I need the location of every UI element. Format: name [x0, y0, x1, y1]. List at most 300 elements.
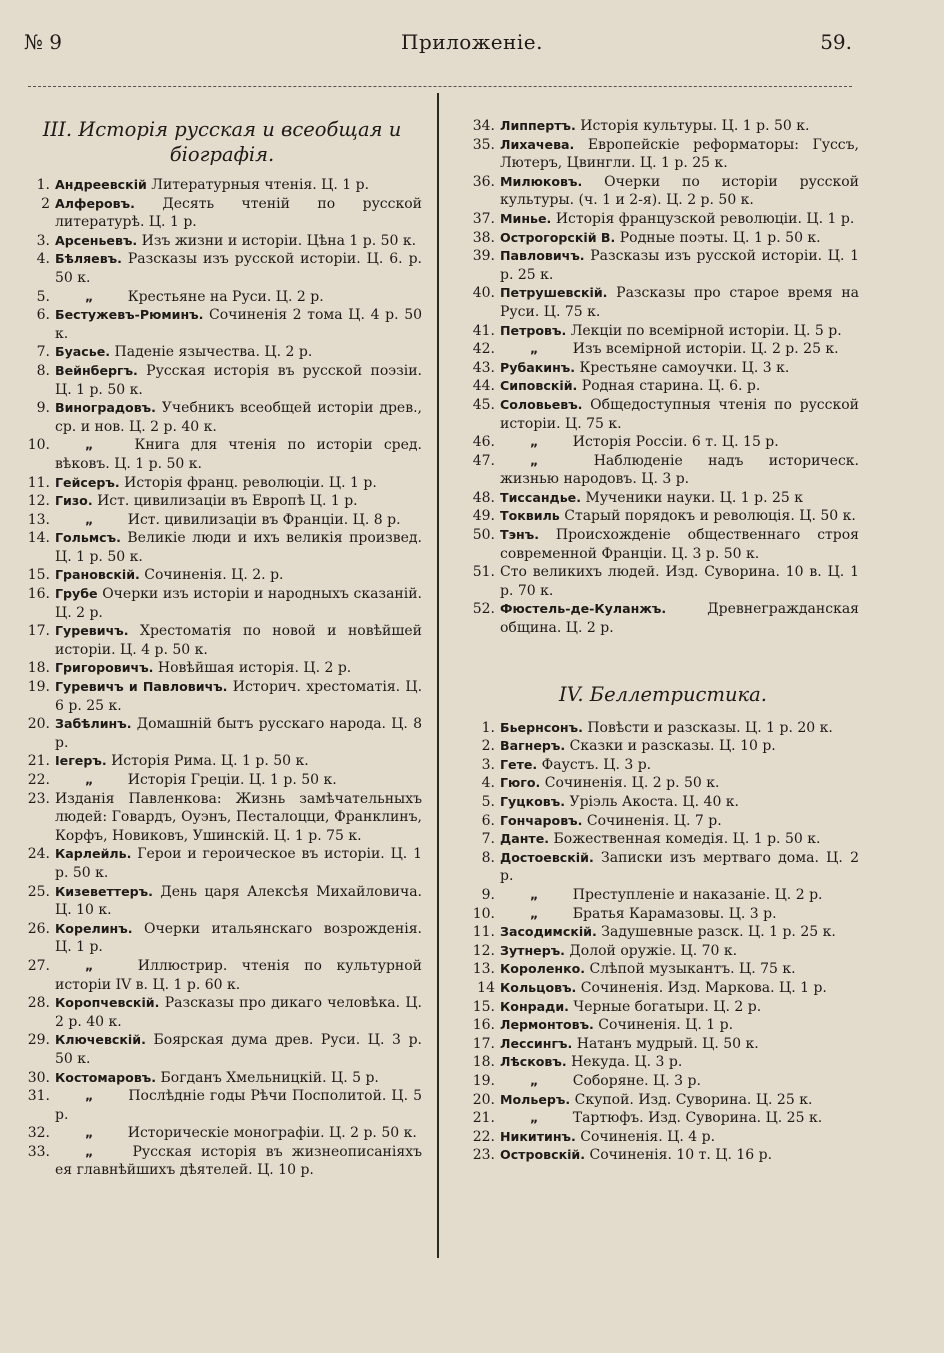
entry-body — [55, 288, 422, 307]
entry-title: Долой оружіе. Ц. 70 к. — [569, 942, 738, 959]
entry-title: Изъ всемірной исторіи. Ц. 2 р. 25 к. — [572, 341, 839, 358]
entry-author: Гюго. — [500, 775, 541, 791]
entry-author: Лессингъ. — [500, 1035, 573, 1051]
page-number: 59. — [820, 30, 852, 54]
entry — [467, 229, 859, 248]
entry-body — [500, 942, 859, 961]
entry-title: Историческіе монографіи. Ц. 2 р. 50 к. — [127, 1125, 417, 1142]
entry-body — [55, 920, 422, 957]
entry-body — [55, 1087, 422, 1124]
entry-author: „ — [530, 1110, 539, 1126]
entry-number: 17. — [27, 623, 50, 640]
entry-author: Гуревичъ и Павловичъ. — [55, 679, 228, 695]
entry-number: 43. — [472, 359, 495, 376]
entry-author: Лихачева. — [500, 136, 575, 152]
entry-title: Историч. хрестоматія. Ц. 6 р. 25 к. — [55, 679, 423, 714]
entry — [467, 812, 859, 831]
entry-title: Сто великихъ людей. Изд. Суворина. 10 в. Ц. 1 р. 70 к. — [500, 564, 859, 599]
entry — [467, 830, 859, 849]
entry — [22, 436, 422, 473]
entry-number: 6. — [36, 307, 50, 324]
entry-author: „ — [85, 957, 94, 973]
entry-author: Бестужевъ-Рюминъ. — [55, 307, 204, 323]
entry-number: 28. — [27, 995, 50, 1012]
entry-title: Сочиненія. Изд. Маркова. Ц. 1 р. — [580, 979, 827, 996]
entry-number: 17. — [472, 1035, 495, 1052]
entry — [22, 994, 422, 1031]
entry-body — [55, 994, 422, 1031]
entry — [467, 1016, 859, 1035]
entry-body — [500, 173, 859, 210]
entry — [467, 526, 859, 563]
entry-author: Кизеветтеръ. — [55, 883, 153, 899]
entry-author: „ — [530, 434, 539, 450]
entry-number: 16. — [472, 1017, 495, 1034]
entry-author: Конради. — [500, 998, 569, 1014]
entry-author: Зутнеръ. — [500, 942, 565, 958]
entry-number: 14 — [477, 979, 495, 996]
entry-author: Коропчевскій. — [55, 995, 160, 1011]
entry-author: „ — [85, 772, 94, 787]
entry-title: Герои и героическое въ исторіи. Ц. 1 р. 50 к. — [55, 846, 422, 881]
entry-author: Андреевскій — [55, 177, 147, 192]
entry-body — [500, 1128, 859, 1147]
entry-author: Данте. — [500, 831, 550, 847]
entry-number: 23. — [472, 1147, 495, 1164]
entry-body — [500, 377, 859, 396]
entry-author: Буасье. — [55, 344, 111, 360]
entry — [467, 136, 859, 173]
entry — [22, 511, 422, 530]
entry-author: Гейсеръ. — [55, 474, 120, 490]
entry-number: 15. — [472, 998, 495, 1015]
entry-title: Записки изъ мертваго дома. Ц. 2 р. — [500, 849, 859, 885]
entry-body — [500, 136, 859, 173]
entry-number: 27. — [27, 957, 50, 974]
entry-number: 10. — [472, 905, 495, 922]
entry-author: Лѣсковъ. — [500, 1054, 567, 1070]
entry-author: Бѣляевъ. — [55, 251, 122, 267]
entry-number: 30. — [27, 1069, 50, 1086]
entry-body — [500, 322, 859, 341]
entry — [467, 923, 859, 942]
entry — [467, 737, 859, 756]
entry — [467, 247, 859, 284]
entry-body — [500, 1053, 859, 1072]
entry-title: Родные поэты. Ц. 1 р. 50 к. — [619, 229, 821, 246]
entry-author: Липпертъ. — [500, 118, 576, 133]
entry-number: 51. — [472, 564, 495, 581]
entry-author: Кольцовъ. — [500, 979, 577, 995]
entry-body — [500, 812, 859, 831]
entry-number: 8. — [36, 362, 50, 379]
entry — [467, 284, 859, 321]
entry-body — [500, 563, 859, 600]
entry-author: „ — [530, 905, 539, 921]
entry-title: Натанъ мудрый. Ц. 50 к. — [576, 1035, 759, 1052]
entry-title: Исторія Россіи. 6 т. Ц. 15 р. — [572, 434, 779, 451]
entry-author: Милюковъ. — [500, 173, 583, 189]
entry-author: „ — [530, 1072, 539, 1088]
entry-number: 25. — [27, 883, 50, 900]
entry — [467, 793, 859, 812]
entry-number: 4. — [481, 775, 495, 792]
entry-number: 48. — [472, 489, 495, 506]
entry-number: 3. — [481, 756, 495, 773]
entry-number: 44. — [472, 378, 495, 395]
entry-author: Сиповскій. — [500, 378, 578, 394]
entry-author: Мольеръ. — [500, 1091, 571, 1107]
entry-body — [500, 774, 859, 793]
entry-title: Домашній бытъ русскаго народа. Ц. 8 р. — [55, 716, 422, 751]
entry-body — [500, 247, 859, 284]
entry — [22, 250, 422, 287]
entry-body — [500, 719, 859, 738]
entry-author: Карлейль. — [55, 846, 132, 862]
entry-body — [500, 340, 859, 359]
entry-number: 35. — [472, 136, 495, 153]
entry-body — [500, 793, 859, 812]
entry — [467, 396, 859, 433]
entry-title: Иллюстрир. чтенія по культурной исторіи IV в. Ц. 1 р. 60 к. — [55, 957, 422, 993]
entry-body — [55, 1143, 422, 1180]
entry-author: Островскій. — [500, 1147, 586, 1163]
entry-number: 12. — [472, 942, 495, 959]
entry-number: 9. — [481, 886, 495, 903]
entry-number: 37. — [472, 210, 495, 227]
entry-author: „ — [85, 1088, 94, 1104]
section-3-title: III. Исторія русская и всеобщая и біографія. — [42, 118, 402, 166]
entry-body — [55, 343, 422, 362]
entry — [467, 340, 859, 359]
column-divider — [437, 93, 439, 1258]
entry — [22, 1031, 422, 1068]
entry-author: Павловичъ. — [500, 248, 585, 264]
entry-title: Разсказы изъ русской исторіи. Ц. 6. р. 50 к. — [55, 251, 422, 286]
entry — [467, 756, 859, 775]
entry-title: Крестьяне самоучки. Ц. 3 к. — [579, 359, 790, 376]
entry-author: Минье. — [500, 210, 552, 226]
entry — [22, 678, 422, 715]
entry-title: Паденіе язычества. Ц. 2 р. — [114, 344, 313, 361]
entry-body — [500, 600, 859, 637]
entry-title: Ист. цивилизаціи въ Европѣ Ц. 1 р. — [97, 493, 358, 510]
entry-author: „ — [85, 1143, 94, 1159]
entry — [467, 452, 859, 489]
entry-title: Слѣпой музыкантъ. Ц. 75 к. — [589, 961, 796, 978]
entry — [467, 433, 859, 452]
entry-number: 49. — [472, 508, 495, 525]
entry-body — [500, 1109, 859, 1128]
entry-body — [55, 659, 422, 678]
entry-body — [55, 474, 422, 493]
entry-body — [55, 883, 422, 920]
entry-body — [500, 284, 859, 321]
entry-body — [55, 752, 422, 771]
section-4-list — [467, 719, 859, 1165]
entry — [22, 474, 422, 493]
entry — [22, 232, 422, 251]
entry — [467, 489, 859, 508]
entry — [22, 715, 422, 752]
running-title: Приложеніе. — [401, 30, 543, 54]
entry — [467, 998, 859, 1017]
entry — [22, 362, 422, 399]
entry-author: Тэнъ. — [500, 527, 540, 543]
entry-author: Григоровичъ. — [55, 660, 154, 676]
entry-title: Сочиненія. Ц. 2. р. — [144, 567, 284, 584]
entry-body — [500, 960, 859, 979]
entry-title: Соборяне. Ц. 3 р. — [572, 1072, 701, 1089]
entry-body — [55, 306, 422, 343]
entry-title: Русская исторія въ русской поэзіи. Ц. 1 р. 50 к. — [55, 362, 422, 398]
entry-number: 4. — [36, 251, 50, 268]
entry-number: 33. — [27, 1143, 50, 1160]
issue-number: № 9 — [24, 30, 63, 54]
entry-number: 21. — [27, 753, 50, 770]
entry — [22, 492, 422, 511]
entry-body — [500, 737, 859, 756]
entry-number: 15. — [27, 567, 50, 584]
section-4-title: IV. Беллетристика. — [559, 682, 767, 706]
entry-body — [500, 979, 859, 998]
entry-author: Грубе — [55, 586, 98, 602]
entry — [22, 920, 422, 957]
entry — [467, 1072, 859, 1091]
entry-title: Русская исторія въ жизнеописаніяхъ ея главнѣйшихъ дѣятелей. Ц. 10 р. — [55, 1143, 422, 1179]
entry-body — [500, 433, 859, 452]
section-3-list-right — [467, 117, 859, 638]
entry-body — [500, 998, 859, 1017]
entry — [467, 563, 859, 600]
entry-body — [500, 1072, 859, 1091]
entry-body — [500, 526, 859, 563]
entry-author: „ — [530, 341, 539, 357]
entry-title: Братья Карамазовы. Ц. 3 р. — [572, 905, 777, 922]
entry-number: 2. — [481, 738, 495, 755]
entry-title: Скупой. Изд. Суворина. Ц. 25 к. — [574, 1091, 813, 1108]
entry — [467, 322, 859, 341]
entry-author: „ — [530, 452, 539, 468]
left-column — [22, 117, 422, 1180]
entry-author: Фюстель-де-Куланжъ. — [500, 601, 667, 617]
entry-number: 20. — [472, 1091, 495, 1108]
entry-body — [55, 622, 422, 659]
right-column — [467, 117, 859, 1165]
entry — [22, 845, 422, 882]
entry-author: Засодимскій. — [500, 924, 597, 940]
entry-author: Гете. — [500, 756, 538, 772]
entry-number: 52. — [472, 601, 495, 618]
entry — [467, 1035, 859, 1054]
entry — [467, 849, 859, 886]
entry-number: 32. — [27, 1125, 50, 1142]
entry-title: Сочиненія 2 тома Ц. 4 р. 50 к. — [55, 307, 423, 342]
entry — [22, 1124, 422, 1143]
entry — [467, 1091, 859, 1110]
entry — [22, 1143, 422, 1180]
entry-title: Изданія Павленкова: Жизнь замѣчательныхъ людей: Говардъ, Оуэнъ, Песталоцци, Франклинъ, Корфъ, Новиковъ, Ушинскій. Ц. 1 р. 75 к. — [55, 790, 422, 844]
entry-title: Исторія французской революціи. Ц. 1 р. — [555, 210, 855, 227]
entry-body — [500, 849, 859, 886]
entry-author: „ — [85, 288, 94, 304]
entry — [22, 659, 422, 678]
entry-title: Повѣсти и разсказы. Ц. 1 р. 20 к. — [587, 719, 833, 736]
entry — [22, 176, 422, 195]
entry-body — [500, 830, 859, 849]
entry-number: 31. — [27, 1088, 50, 1105]
entry-number: 23. — [27, 790, 50, 807]
entry — [467, 173, 859, 210]
entry — [22, 790, 422, 846]
entry-title: Хрестоматія по новой и новѣйшей исторіи. Ц. 4 р. 50 к. — [55, 623, 423, 658]
entry-number: 9. — [36, 400, 50, 417]
entry — [22, 306, 422, 343]
entry — [467, 117, 859, 136]
entry-title: Изъ жизни и исторіи. Цѣна 1 р. 50 к. — [141, 232, 417, 249]
entry — [22, 622, 422, 659]
entry-author: „ — [85, 1125, 94, 1141]
entry-number: 8. — [481, 849, 495, 866]
entry — [467, 774, 859, 793]
entry-number: 24. — [27, 846, 50, 863]
entry-author: Грановскій. — [55, 567, 140, 583]
entry-title: Послѣдніе годы Рѣчи Посполитой. Ц. 5 р. — [55, 1088, 422, 1123]
entry-number: 13. — [27, 511, 50, 528]
entry — [22, 771, 422, 790]
entry-number: 7. — [481, 831, 495, 848]
entry-body — [55, 1124, 422, 1143]
entry-number: 6. — [481, 812, 495, 829]
entry-body — [500, 886, 859, 905]
entry-title: Общедоступныя чтенія по русской исторіи. Ц. 75 к. — [500, 396, 859, 432]
section-3-list-left — [22, 176, 422, 1180]
entry-title: Фаустъ. Ц. 3 р. — [541, 756, 652, 773]
entry-author: Ключевскій. — [55, 1032, 146, 1048]
entry-body — [55, 176, 422, 195]
entry-author: Петрушевскій. — [500, 285, 608, 301]
entry-title: Европейскіе реформаторы: Гуссъ, Лютеръ, Цвингли. Ц. 1 р. 25 к. — [500, 136, 859, 172]
entry-body — [55, 566, 422, 585]
entry-body — [55, 492, 422, 511]
entry-title: Учебникъ всеобщей исторіи древ., ср. и нов. Ц. 2 р. 40 к. — [55, 400, 422, 435]
entry-title: Богданъ Хмельницкій. Ц. 5 р. — [160, 1069, 379, 1086]
entry — [467, 905, 859, 924]
entry-number: 12. — [27, 493, 50, 510]
entry-title: Родная старина. Ц. 6. р. — [581, 378, 761, 395]
entry-body — [55, 715, 422, 752]
entry-title: Разсказы про старое время на Руси. Ц. 75 к. — [500, 285, 859, 320]
entry-title: Некуда. Ц. 3 р. — [571, 1054, 683, 1071]
entry-title: Крестьяне на Руси. Ц. 2 р. — [127, 288, 324, 305]
entry-number: 18. — [472, 1054, 495, 1071]
entry-body — [55, 529, 422, 566]
entry-title: Преступленіе и наказаніе. Ц. 2 р. — [572, 886, 823, 903]
entry-body — [55, 1069, 422, 1088]
entry — [22, 399, 422, 436]
entry — [22, 343, 422, 362]
entry-number: 46. — [472, 434, 495, 451]
entry — [467, 507, 859, 526]
entry-author: Вейнбергъ. — [55, 362, 138, 378]
entry — [467, 960, 859, 979]
entry-number: 1. — [36, 177, 50, 193]
entry — [22, 288, 422, 307]
entry-author: Гуревичъ. — [55, 623, 129, 639]
entry-body — [500, 1091, 859, 1110]
entry-number: 14. — [27, 530, 50, 547]
entry-title: Великіе люди и ихъ великія произвед. Ц. 1 р. 50 к. — [55, 530, 423, 565]
entry-number: 10. — [27, 437, 50, 454]
entry-author: Петровъ. — [500, 322, 567, 338]
entry-number: 50. — [472, 527, 495, 544]
entry — [22, 1087, 422, 1124]
entry-number: 38. — [472, 229, 495, 246]
entry-body — [500, 756, 859, 775]
entry-body — [500, 1035, 859, 1054]
entry-author: Бьернсонъ. — [500, 719, 583, 735]
entry-number: 26. — [27, 920, 50, 937]
entry-author: Лермонтовъ. — [500, 1017, 594, 1033]
entry-body — [55, 195, 422, 232]
entry-author: Забѣлинъ. — [55, 716, 132, 732]
entry-body — [55, 957, 422, 994]
entry — [22, 883, 422, 920]
entry-body — [500, 210, 859, 229]
entry-body — [55, 511, 422, 530]
entry-author: Соловьевъ. — [500, 396, 583, 412]
entry-title: Черные богатыри. Ц. 2 р. — [573, 998, 762, 1015]
entry — [22, 752, 422, 771]
entry-author: Никитинъ. — [500, 1128, 576, 1144]
entry-title: Задушевные разск. Ц. 1 р. 25 к. — [601, 924, 836, 941]
entry-body — [500, 905, 859, 924]
entry-number: 29. — [27, 1032, 50, 1049]
entry-author: Токвиль — [500, 508, 560, 524]
entry — [467, 719, 859, 738]
entry-title: Старый порядокъ и революція. Ц. 50 к. — [564, 508, 856, 525]
entry-title: Разсказы изъ русской исторіи. Ц. 1 р. 25 к. — [500, 248, 859, 283]
entry-title: Новѣйшая исторія. Ц. 2 р. — [157, 660, 352, 677]
entry — [22, 195, 422, 232]
entry — [467, 1109, 859, 1128]
entry-body — [55, 771, 422, 790]
entry-title: Ист. цивилизаціи въ Франціи. Ц. 8 р. — [127, 511, 401, 528]
entry-author: Іегеръ. — [55, 753, 107, 769]
entry-author: Гуцковъ. — [500, 794, 565, 809]
entry-body — [500, 396, 859, 433]
entry-number: 42. — [472, 341, 495, 358]
entry-number: 22. — [27, 772, 50, 788]
entry — [22, 1069, 422, 1088]
entry — [467, 979, 859, 998]
entry-title: Происхожденіе общественнаго строя современной Франціи. Ц. 3 р. 50 к. — [500, 527, 859, 562]
entry-number: 39. — [472, 248, 495, 265]
entry-body — [55, 362, 422, 399]
entry — [22, 585, 422, 622]
entry-title: Сочиненія. Ц. 2 р. 50 к. — [544, 775, 720, 792]
entry-title: Наблюденіе надъ историческ. жизнью народовъ. Ц. 3 р. — [500, 452, 859, 488]
entry-number: 7. — [36, 344, 50, 361]
entry-body — [55, 232, 422, 251]
entry-number: 34. — [472, 118, 495, 134]
entry-number: 19. — [472, 1072, 495, 1089]
entry-title: Исторія Греціи. Ц. 1 р. 50 к. — [127, 772, 337, 788]
entry — [467, 359, 859, 378]
entry — [467, 600, 859, 637]
entry-author: Гольмсъ. — [55, 530, 121, 546]
entry-title: Сочиненія. Ц. 1 р. — [598, 1017, 734, 1034]
